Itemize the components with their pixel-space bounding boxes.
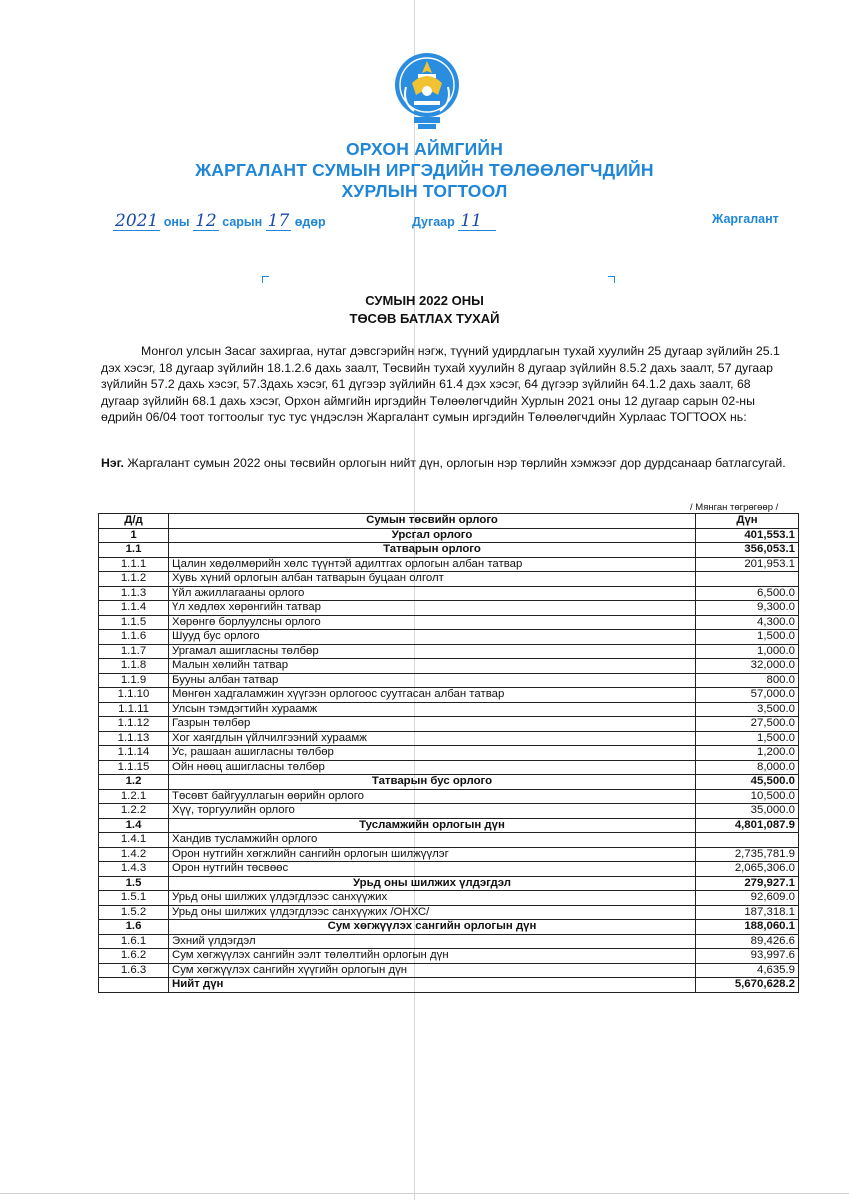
title-line-2: ТӨСӨВ БАТЛАХ ТУХАЙ [349,311,500,326]
table-row [99,630,799,645]
row-name: Хог хаягдлын үйлчилгээний хураамж [169,731,696,746]
row-code: 1.1.15 [99,760,169,775]
header-code: Д/д [99,514,169,529]
total-label: Нийт дүн [169,978,696,993]
row-amount: 92,609.0 [696,891,799,906]
coat-of-arms-emblem [392,47,462,133]
row-amount: 356,053.1 [696,543,799,558]
date-day: 17 [267,211,290,231]
table-row [99,833,799,848]
table-row [99,644,799,659]
row-name: Сум хөгжүүлэх сангийн ээлт төлөлтийн орлогын дүн [169,949,696,964]
table-row [99,528,799,543]
row-amount: 35,000.0 [696,804,799,819]
row-code: 1.5.2 [99,905,169,920]
table-row [99,789,799,804]
table-row [99,949,799,964]
row-name: Бууны албан татвар [169,673,696,688]
row-code: 1.1.12 [99,717,169,732]
date-day-suffix: өдөр [294,215,326,229]
header-aimag: ОРХОН АЙМГИЙН [345,139,504,159]
preamble-paragraph: Монгол улсын Засаг захиргаа, нутаг дэвсгэрийн нэгж, түүний удирдлагын тухай хуулийн 25 дугаар зүйлийн 25.1 дэх хэсэг, 18 дугаар зүйлийн 18.1.2.6 дахь заалт, Төсвийн тухай хуулийн 8 дугаар зүйлийн 8.5.2 дахь заалт, 57 дугаар зүйлийн 57.2 дахь хэсэг, 57.3дахь хэсэг, 61 дүгээр зүйлийн 61.4 дэх хэсэг, 64 дүгээр зүйлийн 64.1.2 дахь заалт, 68 дугаар зүйлийн 68.1 дахь хэсэг, Орхон аймгийн иргэдийн Төлөөлөгчдийн Хурлын 2021 оны 12 дугаар сарын 02-ны өдрийн 06/04 тоот тогтоолыг тус тус үндэслэн Жаргалант сумын иргэдийн Төлөөлөгчдийн Хурлаас ТОГТООХ нь: [101,344,780,424]
row-name: Шууд бус орлого [169,630,696,645]
row-name: Хувь хүний орлогын албан татварын буцаан олголт [169,572,696,587]
title-corner-left [262,276,269,283]
row-name: Үйл ажиллагааны орлого [169,586,696,601]
row-code: 1.4.3 [99,862,169,877]
row-code: 1.1.5 [99,615,169,630]
row-amount: 32,000.0 [696,659,799,674]
row-amount: 3,500.0 [696,702,799,717]
header-amount: Дүн [696,514,799,529]
row-name: Сум хөгжүүлэх сангийн орлогын дүн [169,920,696,935]
table-row [99,572,799,587]
table-row [99,688,799,703]
row-code: 1.1.10 [99,688,169,703]
title-line-1: СУМЫН 2022 ОНЫ [365,293,484,308]
header-council: ЖАРГАЛАНТ СУМЫН ИРГЭДИЙН ТӨЛӨӨЛӨГЧДИЙН [195,160,654,180]
page-bottom-edge [0,1193,849,1194]
row-name: Урьд оны шилжих үлдэгдлээс санхүүжих /ОНХС/ [169,905,696,920]
row-amount: 279,927.1 [696,876,799,891]
table-row [99,557,799,572]
table-row [99,920,799,935]
row-amount: 45,500.0 [696,775,799,790]
table-total-row [99,978,799,993]
row-amount: 27,500.0 [696,717,799,732]
row-amount: 8,000.0 [696,760,799,775]
table-row [99,702,799,717]
number-value: 11 [458,212,496,231]
table-row [99,746,799,761]
row-code: 1.1.13 [99,731,169,746]
row-name: Мөнгөн хадгаламжин хүүгээн орлогоос суутгасан албан татвар [169,688,696,703]
row-name: Урьд оны шилжих үлдэгдэл [169,876,696,891]
row-code: 1.6.2 [99,949,169,964]
header-resolution: ХУРЛЫН ТОГТООЛ [341,181,508,201]
row-amount: 2,065,306.0 [696,862,799,877]
row-amount: 89,426.6 [696,934,799,949]
table-row [99,905,799,920]
row-code: 1.1.1 [99,557,169,572]
row-name: Хүү, торгуулийн орлого [169,804,696,819]
total-amount: 5,670,628.2 [696,978,799,993]
row-code: 1.1.14 [99,746,169,761]
row-code: 1.4.2 [99,847,169,862]
date-month-suffix: сарын [222,215,263,229]
row-code: 1.4.1 [99,833,169,848]
row-name: Үл хөдлөх хөрөнгийн татвар [169,601,696,616]
table-row [99,876,799,891]
row-code: 1.1.9 [99,673,169,688]
clause-one [101,455,791,472]
row-amount [696,833,799,848]
header-name: Сумын төсвийн орлого [169,514,696,529]
table-row [99,847,799,862]
row-code: 1.1.11 [99,702,169,717]
table-row [99,586,799,601]
row-name: Орон нутгийн төсвөөс [169,862,696,877]
title-corner-right [608,276,615,283]
table-row [99,963,799,978]
row-code: 1.5.1 [99,891,169,906]
table-row [99,775,799,790]
row-code: 1.6.3 [99,963,169,978]
unit-note: / Мянган төгрөгөөр / [690,502,779,513]
row-amount: 2,735,781.9 [696,847,799,862]
table-row [99,601,799,616]
table-row [99,543,799,558]
total-code [99,978,169,993]
row-name: Ус, рашаан ашигласны төлбөр [169,746,696,761]
row-amount: 800.0 [696,673,799,688]
date-year-suffix: оны [163,215,190,229]
row-code: 1.2.2 [99,804,169,819]
number-label: Дугаар [412,215,455,229]
row-amount: 187,318.1 [696,905,799,920]
row-name: Малын хөлийн татвар [169,659,696,674]
row-amount: 10,500.0 [696,789,799,804]
row-code: 1.1.8 [99,659,169,674]
row-code: 1.1.7 [99,644,169,659]
date-year: 2021 [115,211,159,231]
row-code: 1.2.1 [99,789,169,804]
row-name: Урьд оны шилжих үлдэгдлээс санхүүжих [169,891,696,906]
budget-table [98,513,799,993]
row-name: Урсгал орлого [169,528,696,543]
row-name: Эхний үлдэгдэл [169,934,696,949]
row-code: 1.2 [99,775,169,790]
row-name: Төсөвт байгууллагын өөрийн орлого [169,789,696,804]
clause-text: Жаргалант сумын 2022 оны төсвийн орлогын нийт дүн, орлогын нэр төрлийн хэмжээг дор дурдсанаар батлагсугай. [127,456,786,470]
row-name: Татварын орлого [169,543,696,558]
table-row [99,673,799,688]
row-amount [696,572,799,587]
row-code: 1.1.6 [99,630,169,645]
row-name: Ургамал ашигласны төлбөр [169,644,696,659]
row-name: Газрын төлбөр [169,717,696,732]
row-name: Ойн нөөц ашигласны төлбөр [169,760,696,775]
row-code: 1.1.2 [99,572,169,587]
row-code: 1.1.4 [99,601,169,616]
row-code: 1.6 [99,920,169,935]
row-amount: 188,060.1 [696,920,799,935]
row-name: Хөрөнгө борлуулсны орлого [169,615,696,630]
row-amount: 57,000.0 [696,688,799,703]
table-row [99,659,799,674]
row-amount: 4,801,087.9 [696,818,799,833]
row-code: 1.6.1 [99,934,169,949]
row-amount: 401,553.1 [696,528,799,543]
row-name: Орон нутгийн хөгжлийн сангийн орлогын шилжүүлэг [169,847,696,862]
row-name: Сум хөгжүүлэх сангийн хүүгийн орлогын дүн [169,963,696,978]
row-code: 1.4 [99,818,169,833]
row-amount: 9,300.0 [696,601,799,616]
row-code: 1 [99,528,169,543]
table-row [99,891,799,906]
row-amount: 4,300.0 [696,615,799,630]
row-amount: 93,997.6 [696,949,799,964]
table-row [99,934,799,949]
table-row [99,760,799,775]
row-amount: 4,635.9 [696,963,799,978]
table-row [99,717,799,732]
row-code: 1.5 [99,876,169,891]
row-name: Цалин хөдөлмөрийн хөлс түүнтэй адилтгах орлогын албан татвар [169,557,696,572]
row-amount: 201,953.1 [696,557,799,572]
row-name: Тусламжийн орлогын дүн [169,818,696,833]
row-name: Хандив тусламжийн орлого [169,833,696,848]
row-name: Татварын бус орлого [169,775,696,790]
table-row [99,615,799,630]
clause-label: Нэг. [101,456,124,470]
row-amount: 1,000.0 [696,644,799,659]
row-code: 1.1.3 [99,586,169,601]
row-amount: 6,500.0 [696,586,799,601]
table-header-row [99,514,799,529]
table-row [99,818,799,833]
resolution-number [412,212,496,231]
table-row [99,804,799,819]
table-row [99,862,799,877]
row-name: Улсын тэмдэгтийн хураамж [169,702,696,717]
row-amount: 1,200.0 [696,746,799,761]
date-month: 12 [195,211,217,231]
row-amount: 1,500.0 [696,630,799,645]
resolution-place: Жаргалант [712,212,779,226]
row-amount: 1,500.0 [696,731,799,746]
row-code: 1.1 [99,543,169,558]
resolution-date [113,212,326,231]
table-row [99,731,799,746]
